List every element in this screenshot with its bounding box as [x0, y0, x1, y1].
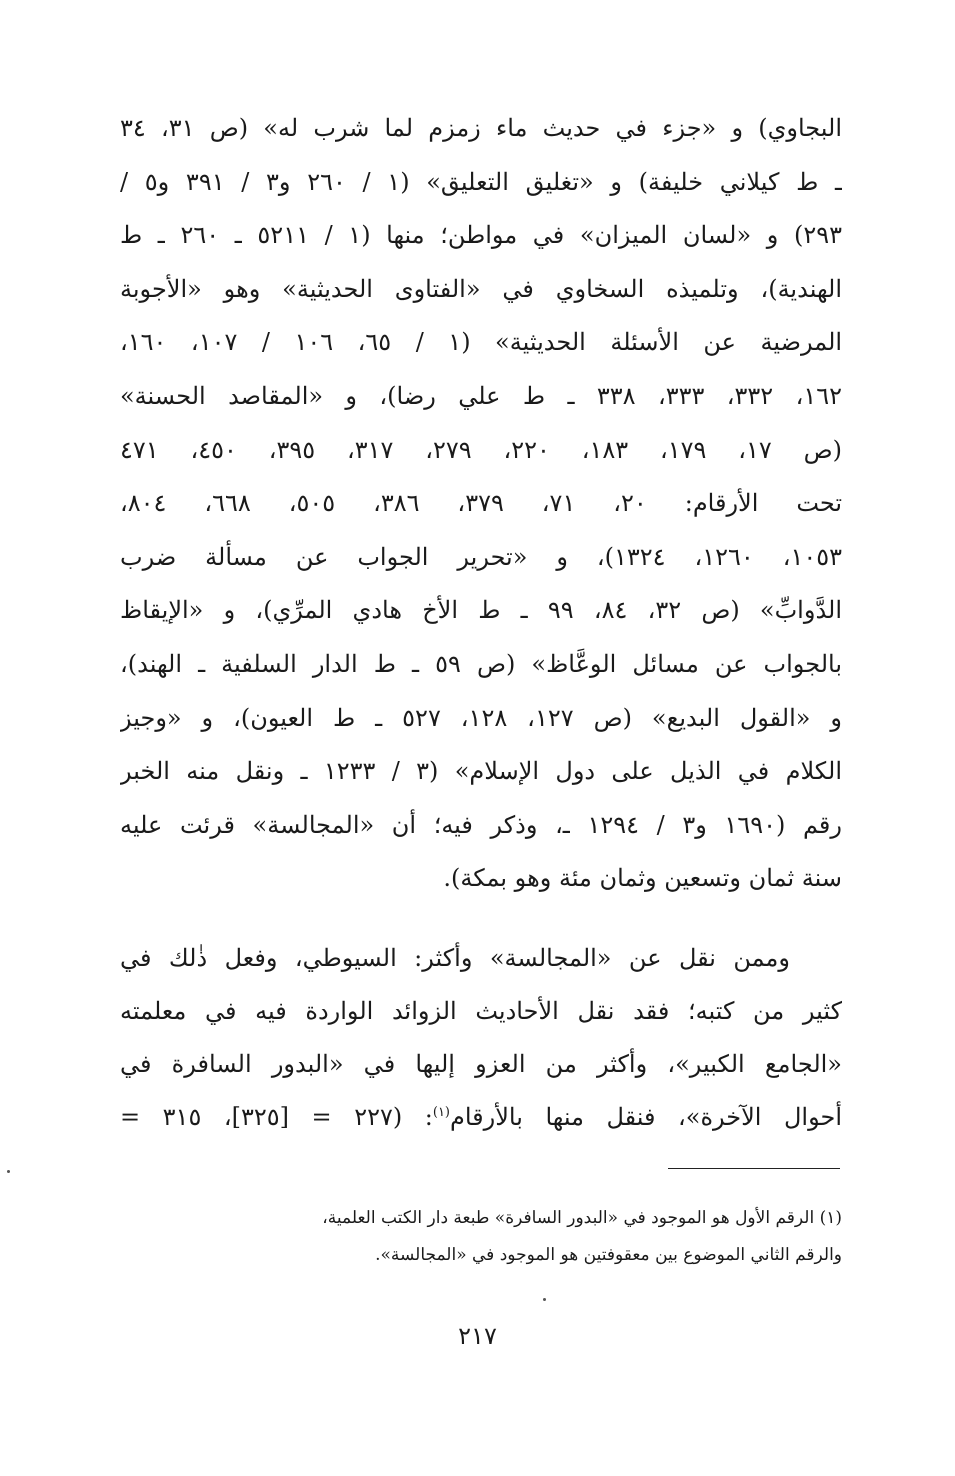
scan-speck	[543, 1298, 546, 1301]
paragraph-line: البجاوي) و «جزء في حديث ماء زمزم لما شرب له» (ص ٣١، ٣٤	[120, 114, 842, 142]
paragraph-line: ١٠٥٣، ١٢٦٠، ١٣٢٤)، و «تحرير الجواب عن مسألة ضرب	[120, 542, 842, 571]
paragraph-line: سنة ثمان وتسعين وثمان مئة وهو بمكة).	[443, 864, 842, 893]
footnote-line: (١) الرقم الأول هو الموجود في «البدور السافرة» طبعة دار الكتب العلمية،	[322, 1208, 842, 1228]
footnote-reference: (١)	[432, 1105, 450, 1120]
paragraph-line: وممن نقل عن «المجالسة» وأكثر: السيوطي، وفعل ذٰلك في	[120, 944, 790, 972]
scan-speck	[7, 1170, 10, 1173]
paragraph-line: ١٦٢، ٣٣٢، ٣٣٣، ٣٣٨ ـ ط علي رضا)، و «المقاصد الحسنة»	[120, 381, 842, 410]
paragraph-line: المرضية عن الأسئلة الحديثية» (١ / ٦٥، ١٠٦ / ١٠٧، ١٦٠،	[120, 328, 842, 357]
footnote-line: والرقم الثاني الموضوع بين معقوفتين هو الموجود في «المجالسة».	[375, 1245, 842, 1265]
main-paragraph	[120, 102, 842, 906]
paragraph-line: رقم (١٦٩٠ و٣ / ١٢٩٤ ـ، وذكر فيه؛ أن «المجالسة» قرئت عليه	[120, 810, 842, 839]
paragraph-line: (ص ١٧، ١٧٩، ١٨٣، ٢٢٠، ٢٧٩، ٣١٧، ٣٩٥، ٤٥٠، ٤٧١	[120, 435, 842, 464]
paragraph-line: الهندية)، وتلميذه السخاوي في «الفتاوى الحديثية» وهو «الأجوبة	[120, 274, 842, 303]
paragraph-line: «الجامع الكبير»، وأكثر من العزو إليها في «البدور السافرة في	[120, 1050, 842, 1078]
paragraph-line: بالجواب عن مسائل الوعَّاظ» (ص ٥٩ ـ ط الدار السلفية ـ الهند)،	[120, 649, 842, 678]
line-text-after-reference: : (٢٢٧ = [٣٢٥]، ٣١٥ =	[120, 1103, 433, 1131]
page-number: ٢١٧	[458, 1322, 497, 1350]
footnotes	[120, 1200, 842, 1274]
paragraph-line: و «القول البديع» (ص ١٢٧، ١٢٨، ٥٢٧ ـ ط العيون)، و «وجيز	[120, 703, 842, 732]
paragraph-line: الدَّوابِّ» (ص ٣٢، ٨٤، ٩٩ ـ ط الأخ هادي المرِّي)، و «الإيقاظ	[120, 596, 842, 625]
second-paragraph	[120, 932, 842, 1144]
paragraph-line: تحت الأرقام: ٢٠، ٧١، ٣٧٩، ٣٨٦، ٥٠٥، ٦٦٨، ٨٠٤،	[120, 489, 842, 518]
paragraph-line: ٢٩٣) و «لسان الميزان» في مواطن؛ منها (١ / ٥٢١١ ـ ٢٦٠ ـ ط	[120, 221, 842, 250]
line-text-before-reference: أحوال الآخرة»، فنقل منها بالأرقام	[450, 1103, 842, 1131]
paragraph-line: الكلام في الذيل على دول الإسلام» (٣ / ١٢٣٣ ـ ونقل منه الخبر	[120, 757, 842, 786]
paragraph-line: ـ ط كيلاني خليفة) و «تغليق التعليق» (١ / ٢٦٠ و٣ / ٣٩١ و٥ /	[120, 167, 842, 196]
paragraph-line: كثير من كتبه؛ فقد نقل الأحاديث الزوائد الواردة فيه في معلمته	[120, 997, 842, 1025]
footnote-separator	[668, 1168, 840, 1169]
paragraph-line-with-footnote	[120, 1091, 842, 1144]
